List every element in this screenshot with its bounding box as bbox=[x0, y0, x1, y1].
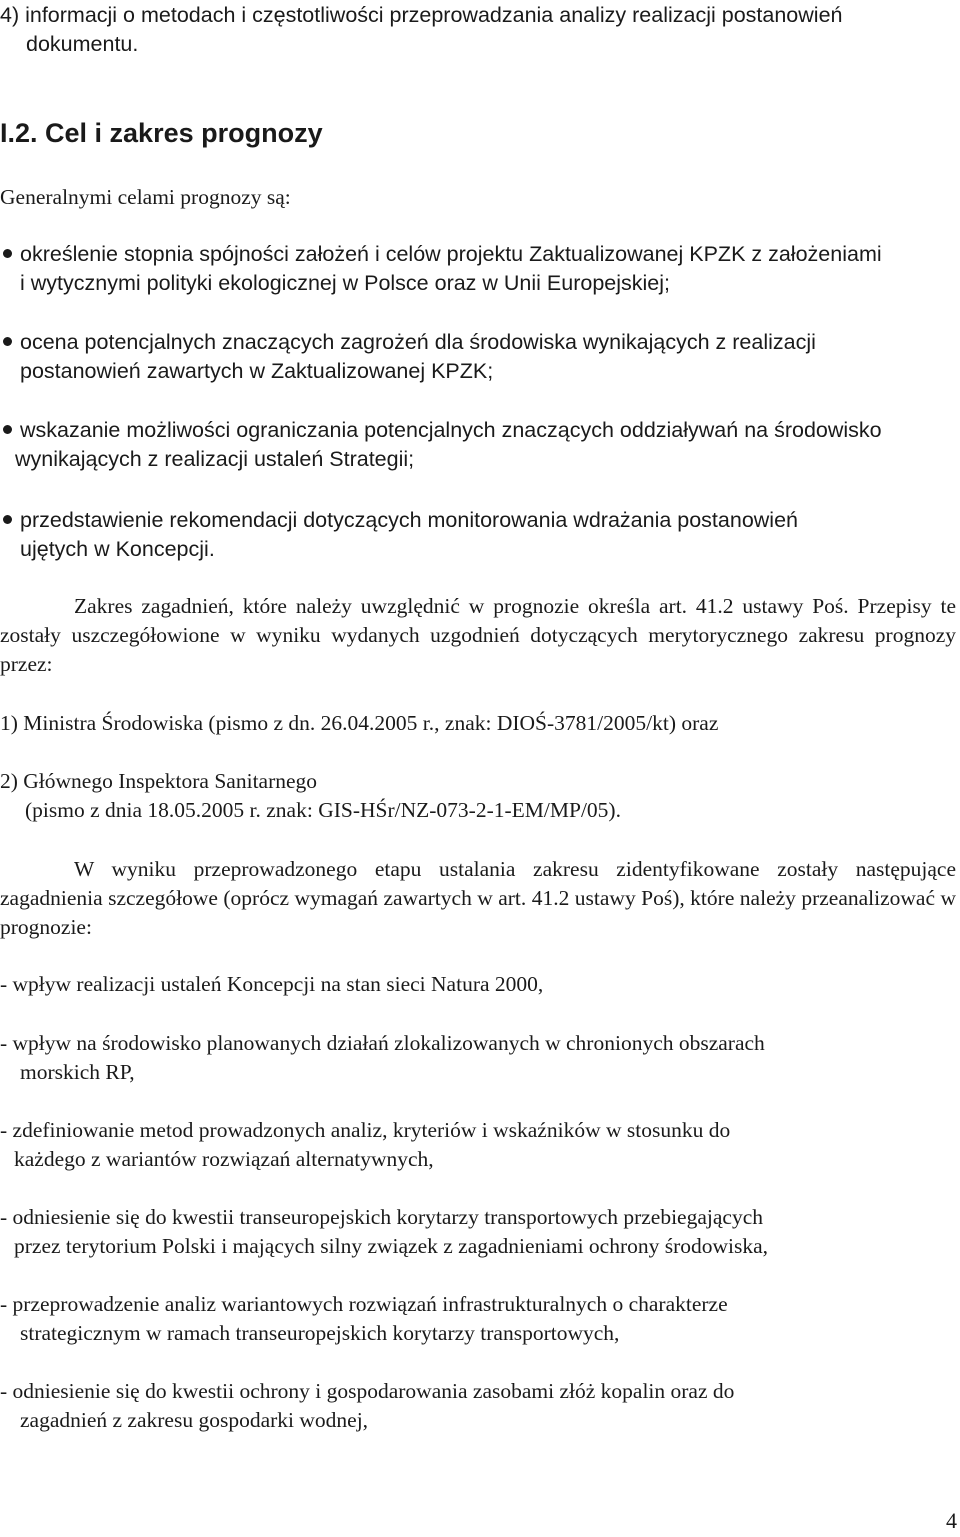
bullet-line-2: wynikających z realizacji ustaleń Strategii; bbox=[15, 447, 415, 471]
issue-line-2: morskich RP, bbox=[20, 1060, 135, 1084]
bullet-line-1: przedstawienie rekomendacji dotyczących monitorowania wdrażania postanowień bbox=[20, 508, 798, 532]
issue-line-2: strategicznym w ramach transeuropejskich korytarzy transportowych, bbox=[20, 1321, 620, 1345]
section-lead: Generalnymi celami prognozy są: bbox=[0, 185, 291, 209]
bullet-icon bbox=[3, 249, 12, 258]
issue-line-1: - zdefiniowanie metod prowadzonych analiz, kryteriów i wskaźników w stosunku do bbox=[0, 1118, 731, 1142]
bullet-line-1: ocena potencjalnych znaczących zagrożeń dla środowiska wynikających z realizacji bbox=[20, 330, 816, 354]
authority-line-1: 2) Głównego Inspektora Sanitarnego bbox=[0, 769, 318, 793]
bullet-icon bbox=[3, 425, 12, 434]
scope-paragraph: Zakres zagadnień, które należy uwzględnić w prognozie określa art. 41.2 ustawy Poś. Przepisy te zostały uszczegółowione w wyniku wydanych uzgodnień dotyczących merytorycznego zakresu prognozy przez: bbox=[0, 594, 956, 676]
authority-line-1: 1) Ministra Środowiska (pismo z dn. 26.04.2005 r., znak: DIOŚ-3781/2005/kt) oraz bbox=[0, 711, 719, 735]
intro-item-line-1: 4) informacji o metodach i częstotliwości przeprowadzania analizy realizacji postanowień bbox=[0, 3, 843, 27]
bullet-line-1: określenie stopnia spójności założeń i celów projektu Zaktualizowanej KPZK z założeniami bbox=[20, 242, 882, 266]
issue-line-2: przez terytorium Polski i mających silny związek z zagadnieniami ochrony środowiska, bbox=[14, 1234, 769, 1258]
issue-line-1: - odniesienie się do kwestii transeuropejskich korytarzy transportowych przebiegających bbox=[0, 1205, 763, 1229]
section-heading: I.2. Cel i zakres prognozy bbox=[0, 118, 323, 148]
bullet-line-1: wskazanie możliwości ograniczania potencjalnych znaczących oddziaływań na środowisko bbox=[20, 418, 882, 442]
page-number: 4 bbox=[946, 1508, 957, 1533]
bullet-icon bbox=[3, 515, 12, 524]
bullet-line-2: i wytycznymi polityki ekologicznej w Polsce oraz w Unii Europejskiej; bbox=[20, 271, 671, 295]
issue-line-2: zagadnień z zakresu gospodarki wodnej, bbox=[20, 1408, 369, 1432]
intro-item-line-2: dokumentu. bbox=[26, 32, 139, 56]
issue-line-1: - przeprowadzenie analiz wariantowych rozwiązań infrastrukturalnych o charakterze bbox=[0, 1292, 728, 1316]
issue-line-2: każdego z wariantów rozwiązań alternatywnych, bbox=[14, 1147, 434, 1171]
authority-line-2: (pismo z dnia 18.05.2005 r. znak: GIS-HŚr/NZ-073-2-1-EM/MP/05). bbox=[25, 798, 621, 822]
bullet-line-2: postanowień zawartych w Zaktualizowanej KPZK; bbox=[20, 359, 494, 383]
bullet-icon bbox=[3, 337, 12, 346]
issue-line-1: - wpływ realizacji ustaleń Koncepcji na stan sieci Natura 2000, bbox=[0, 972, 544, 996]
issue-line-1: - wpływ na środowisko planowanych działań zlokalizowanych w chronionych obszarach bbox=[0, 1031, 765, 1055]
bullet-line-2: ujętych w Koncepcji. bbox=[20, 537, 215, 561]
issue-line-1: - odniesienie się do kwestii ochrony i gospodarowania zasobami złóż kopalin oraz do bbox=[0, 1379, 735, 1403]
result-paragraph: W wyniku przeprowadzonego etapu ustalania zakresu zidentyfikowane zostały następujące zagadnienia szczegółowe (oprócz wymagań zawartych w art. 41.2 ustawy Poś), które należy przeanalizować w prognozie: bbox=[0, 857, 956, 939]
